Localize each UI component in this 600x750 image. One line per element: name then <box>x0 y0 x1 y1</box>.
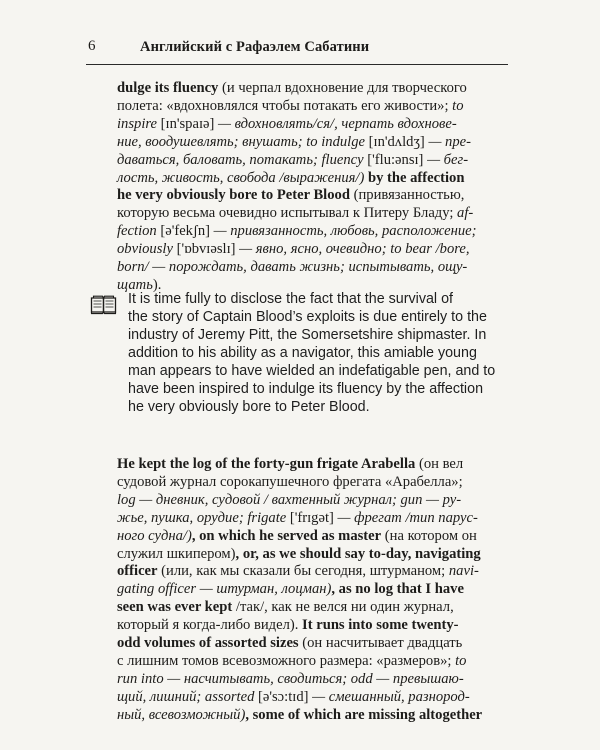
text-run: (или, как мы сказали бы сегодня, штурманом; <box>157 563 449 580</box>
original-text-line: man appears to have wielded an indefatigable pen, and to <box>128 362 496 379</box>
text-run: служил шкипером) <box>117 545 236 562</box>
text-run: судовой журнал сорокапушечного фрегата «Арабелла»; <box>117 473 463 490</box>
text-line <box>117 546 479 564</box>
text-run: [ə'fekʃn] <box>156 223 214 240</box>
text-run: который я когда-либо видел). <box>117 617 303 634</box>
text-line <box>117 653 479 671</box>
text-run: лость, живость, свобода /выражения/) <box>117 169 365 186</box>
text-line <box>117 510 479 528</box>
text-run: odd volumes of assorted sizes <box>117 635 299 652</box>
text-run: — пре- <box>428 133 471 150</box>
text-run: (и черпал вдохновение для творческого <box>218 80 467 96</box>
text-line <box>117 80 479 98</box>
text-run: которую весьма очевидно испытывал к Питеру Бладу; <box>117 205 458 222</box>
text-run: navi- <box>448 563 479 580</box>
text-run: dulge its fluency <box>117 80 219 96</box>
text-run: ). <box>152 276 162 293</box>
text-run: ного судна/) <box>117 527 192 544</box>
text-run: , or, as we should say to-day, navigating <box>235 545 481 562</box>
original-text-line: the story of Captain Blood’s exploits is due entirely to the <box>128 308 487 325</box>
text-line <box>117 581 479 599</box>
text-run: ['frɪgət] <box>286 509 338 526</box>
text-run: с лишним томов всевозможного размера: «размеров»; <box>117 652 456 669</box>
text-line <box>117 474 479 492</box>
text-line <box>117 98 479 116</box>
text-run: he very obviously bore to Peter Blood <box>117 187 350 204</box>
text-run: /так/, как не велся ни один журнал, <box>232 599 454 616</box>
text-line <box>117 599 479 617</box>
original-text-line: addition to his ability as a navigator, this amiable young <box>128 344 477 361</box>
text-run: (он насчитывает двадцать <box>298 635 463 652</box>
text-run: officer <box>117 563 158 580</box>
text-run: — фрегат /тип парус- <box>337 509 478 526</box>
text-run: — явно, ясно, очевидно; to bear /bore, <box>239 241 470 258</box>
text-run: ['flu:ənsɪ] <box>363 151 428 168</box>
original-text-line: industry of Jeremy Pitt, the Somersetshire shipmaster. In <box>128 326 487 343</box>
text-line <box>117 152 479 170</box>
commentary-paragraph-2 <box>117 456 483 725</box>
text-run: — вдохновлять/ся/, черпать вдохнове- <box>217 115 457 132</box>
text-line <box>117 241 479 259</box>
text-run: to <box>452 97 464 114</box>
text-run: , some of which are missing altogether <box>245 706 483 723</box>
text-run: полета: «вдохновлялся чтобы потакать его живости»; <box>117 97 453 114</box>
text-run: жье, пушка, орудие; frigate <box>117 509 287 526</box>
text-run: inspire <box>117 115 157 132</box>
text-run: af- <box>457 205 474 222</box>
text-line <box>117 617 479 635</box>
text-run: log — дневник, судовой / вахтенный журнал; gun — ру- <box>117 491 462 508</box>
text-line <box>117 170 479 188</box>
text-line <box>117 187 479 205</box>
text-line <box>117 635 479 653</box>
text-line <box>117 528 479 546</box>
text-line <box>117 563 479 581</box>
text-run: It runs into some twenty- <box>302 617 459 634</box>
text-run: щий, лишний; assorted <box>117 688 255 705</box>
text-run: (привязанностью, <box>349 187 465 204</box>
text-run: , as no log that I have <box>331 581 464 598</box>
original-text-line: have been inspired to indulge its fluency by the affection <box>128 380 484 397</box>
original-text-line: It is time fully to disclose the fact that the survival of <box>128 291 453 307</box>
text-run: — смешанный, разнород- <box>312 688 470 705</box>
text-line <box>117 689 479 707</box>
text-run: щать <box>117 276 153 293</box>
text-line <box>117 671 479 689</box>
text-run: — привязанность, любовь, расположение; <box>213 223 477 240</box>
text-run: to <box>455 652 467 669</box>
text-run: ['ɒbvɪəslɪ] <box>172 241 240 258</box>
text-run: seen was ever kept <box>117 599 233 616</box>
text-run: by the affection <box>364 169 465 186</box>
text-line <box>117 492 479 510</box>
page-number: 6 <box>88 38 96 54</box>
text-run: — бег- <box>427 151 469 168</box>
text-line <box>117 134 479 152</box>
text-run: , on which he served as master <box>191 527 382 544</box>
text-run: born/ — порождать, давать жизнь; испытывать, ощу- <box>117 259 468 276</box>
text-run: obviously <box>117 241 173 258</box>
text-run: fection <box>117 223 157 240</box>
text-run: даваться, баловать, потакать; fluency <box>117 151 364 168</box>
text-run: He kept the log of the forty-gun frigate Arabella <box>117 456 416 472</box>
text-run: (он вел <box>415 456 464 472</box>
text-run: gating officer — штурман, лоцман) <box>117 581 332 598</box>
header-rule <box>86 64 508 65</box>
text-run: (на котором он <box>381 527 477 544</box>
original-text-line: he very obviously bore to Peter Blood. <box>128 398 370 415</box>
text-line <box>117 205 479 223</box>
text-line <box>117 223 479 241</box>
text-line <box>117 259 479 277</box>
running-title: Английский с Рафаэлем Сабатини <box>140 39 370 55</box>
original-english-paragraph <box>128 291 506 417</box>
text-run: run into — насчитывать, сводиться; odd — превышаю- <box>117 670 464 687</box>
text-run: [ə'sɔ:tɪd] <box>254 688 313 705</box>
text-run: ние, воодушевлять; внушать; to indulge <box>117 133 366 150</box>
text-line <box>117 456 479 474</box>
text-run: [ɪn'dʌldʒ] <box>365 133 429 150</box>
text-run: [ɪn'spaɪə] <box>157 115 218 132</box>
page-header <box>88 38 508 62</box>
text-run: ный, всевозможный) <box>117 706 246 723</box>
open-book-icon <box>90 295 117 315</box>
text-line <box>117 116 479 134</box>
commentary-paragraph-1 <box>117 80 479 295</box>
text-line <box>117 706 483 725</box>
